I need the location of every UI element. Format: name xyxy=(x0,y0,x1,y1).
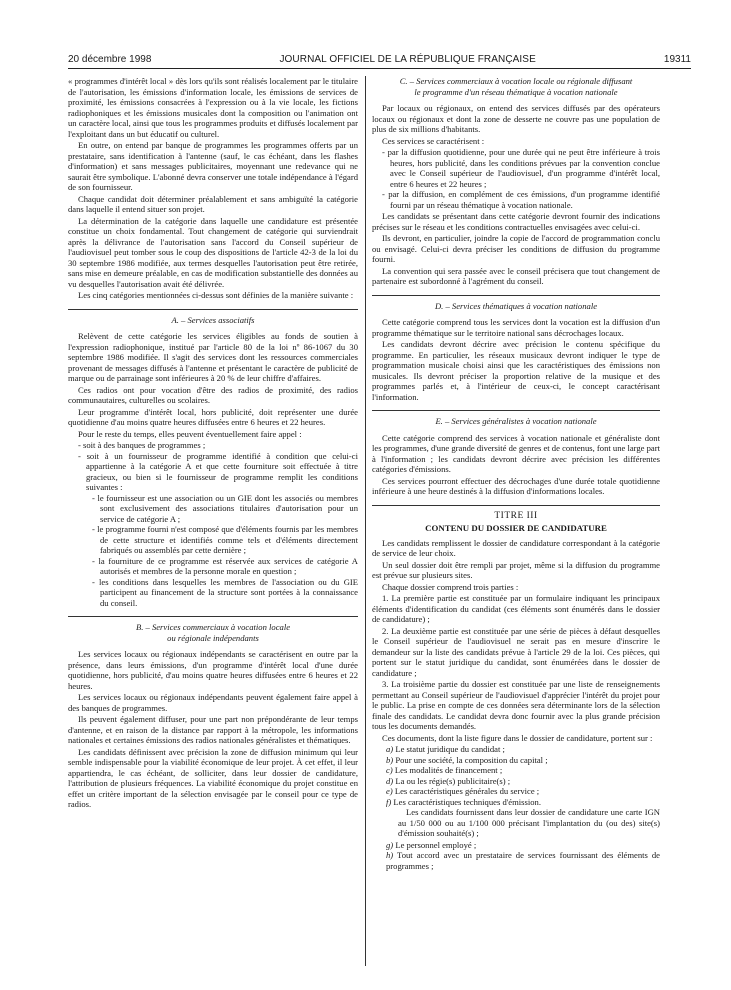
list-item xyxy=(386,840,660,851)
paragraph: Les candidats remplissent le dossier de candidature correspondant à la catégorie de service de leur choix. xyxy=(372,537,660,558)
paragraph: Cette catégorie comprend tous les services dont la vocation est la diffusion d'un programme thématique sur le territoire national sans décrochages locaux. xyxy=(372,317,660,338)
paragraph: Ils devront, en particulier, joindre la copie de l'accord de programmation conclu ou envisagé. Celui-ci devra préciser les conditions de diffusion du programme fourni. xyxy=(372,233,660,264)
section-heading-line: C. – Services commerciaux à vocation locale ou régionale diffusant xyxy=(399,76,633,86)
paragraph: Les candidats définissent avec précision la zone de diffusion minimum qui leur semble indispensable pour la viabilité économique de leur projet. À cet effet, il leur appartiendra, le cas échéant, de solliciter, dans leur dossier de candidature, l'attribution de plusieurs fréquences. La viabilité économique du projet constitue en effet un critère important de la sélection envisagée par le conseil pour ce type de radios. xyxy=(68,746,358,809)
paragraph: Les services locaux ou régionaux indépendants se caractérisent en outre par la présence, dans leurs émissions, d'un programme d'intérêt local d'une durée quotidienne, hors publicité, d'au moins quatre heures diffusées entre 6 heures et 22 heures. xyxy=(68,649,358,691)
dash-list xyxy=(68,440,358,608)
lettered-list xyxy=(372,744,660,807)
section-heading-line: le programme d'un réseau thématique à vocation nationale xyxy=(414,86,618,97)
list-item xyxy=(386,755,660,766)
paragraph: Par locaux ou régionaux, on entend des services diffusés par des opérateurs locaux ou régionaux et dont la zone de desserte ne couvre pas une population de plus de six millions d'habitants. xyxy=(372,103,660,134)
list-item: - soit à des banques de programmes ; xyxy=(78,440,358,451)
header-rule xyxy=(68,68,691,69)
subtitle-heading: CONTENU DU DOSSIER DE CANDIDATURE xyxy=(425,523,607,533)
paragraph: Pour le reste du temps, elles peuvent éventuellement faire appel : xyxy=(78,428,302,439)
item-letter: e) xyxy=(386,786,393,796)
list-item: - le fournisseur est une association ou un GIE dont les associés ou membres sont exclusivement des associations titulaires d'autorisation pour un service de catégorie A ; xyxy=(92,493,358,525)
dash-list xyxy=(372,147,660,210)
right-column xyxy=(372,76,660,871)
paragraph: 3. La troisième partie du dossier est constituée par une liste de renseignements permettant au Conseil supérieur de l'audiovisuel d'apprécier l'intérêt du projet pour le public. La prise en compte de ces données sera déterminante lors de la sélection finale des candidats. Le candidat devra donc fournir avec la plus grande précision tous les documents demandés. xyxy=(372,679,660,731)
column-divider xyxy=(365,76,366,966)
item-text: Les caractéristiques générales du service ; xyxy=(394,786,540,796)
list-item: - par la diffusion quotidienne, pour une durée qui ne peut être inférieure à trois heures, hors publicité, dans les conditions prévues par la convention conclue avec le Conseil supérieur de l'audiovisuel, d'un programme d'intérêt local, entre 6 heures et 22 heures ; xyxy=(382,147,660,189)
section-heading-c xyxy=(372,76,660,97)
title-heading: TITRE III xyxy=(372,505,660,522)
list-item xyxy=(386,776,660,787)
list-item: - le programme fourni n'est composé que d'éléments fournis par les membres de cette structure et identifiés comme tels et d'éléments directement fabriqués ou assemblés par cette dernière ; xyxy=(92,524,358,556)
paragraph: Chaque candidat doit déterminer préalablement et sans ambiguïté la catégorie dans laquelle il entend situer son projet. xyxy=(68,193,358,214)
paragraph: Un seul dossier doit être rempli par projet, même si la diffusion du programme est prévue sur plusieurs sites. xyxy=(372,559,660,580)
paragraph: Les candidats devront décrire avec précision le contenu spécifique du programme. En particulier, les réseaux musicaux devront indiquer le type de programmation musicale choisi ainsi que les caractéristiques des émissions non musicales. Ils devront préciser la proportion relative de la musique et des programmes parlés et, à l'intérieur de ceux-ci, le concept caractérisant l'information. xyxy=(372,339,660,402)
item-text: Tout accord avec un prestataire de services fournissant des éléments de programmes ; xyxy=(386,850,660,871)
item-letter: a) xyxy=(386,744,394,754)
paragraph: Cette catégorie comprend des services à vocation nationale et généraliste dont les programmes, d'une grande diversité de genres et de contenus, font une large part à l'information ; les candidats devront décrire avec précision les différentes catégories d'émissions. xyxy=(372,432,660,474)
item-letter: b) xyxy=(386,754,394,765)
paragraph: En outre, on entend par banque de programmes les programmes offerts par un prestataire, sans identification à l'antenne (sauf, le cas échéant, dans les flashes d'information) et sans messages publicitaires, moyennant une redevance qui ne saurait être symbolique. L'abonné devra conserver une totale indépendance à l'égard de son fournisseur. xyxy=(68,140,358,192)
item-text: Pour une société, la composition du capital ; xyxy=(395,754,548,765)
list-item xyxy=(386,765,660,776)
paragraph: Ces services se caractérisent : xyxy=(382,135,485,146)
list-item: - la fourniture de ce programme est réservée aux services de catégorie A autorisés et membres de la personne morale en question ; xyxy=(92,556,358,577)
paragraph: Ces documents, dont la liste figure dans le dossier de candidature, portent sur : xyxy=(382,732,653,743)
paragraph: Ces radios ont pour vocation d'être des radios de proximité, des radios communautaires, culturelles ou scolaires. xyxy=(68,384,358,405)
paragraph: Relèvent de cette catégorie les services éligibles au fonds de soutien à l'expression radiophonique, institué par l'article 80 de la loi nº 86-1067 du 30 septembre 1986 modifiée. Il s'agit des services dont les ressources commerciales provenant de messages diffusés à l'antenne et présentant le caractère de publicité de marque ou de parrainage sont inférieures à 20 % de leur chiffre d'affaires. xyxy=(68,331,358,383)
header-page-number: 19311 xyxy=(663,54,691,65)
paragraph: Les services locaux ou régionaux indépendants peuvent également faire appel à des banques de programmes. xyxy=(68,692,358,713)
item-text: La ou les régie(s) publicitaire(s) ; xyxy=(395,775,511,786)
section-heading-d: D. – Services thématiques à vocation nationale xyxy=(372,295,660,312)
paragraph: Leur programme d'intérêt local, hors publicité, doit représenter une durée quotidienne d'au moins quatre heures diffusées entre 6 heures et 22 heures. xyxy=(68,406,358,427)
item-text: Le statut juridique du candidat ; xyxy=(395,744,505,754)
item-text: Les caractéristiques techniques d'émission. xyxy=(393,796,542,807)
paragraph: Chaque dossier comprend trois parties : xyxy=(382,581,519,592)
item-letter: d) xyxy=(386,775,394,786)
list-item: - les conditions dans lesquelles les membres de l'association ou du GIE participent au financement de la structure sont portées à la connaissance du conseil. xyxy=(92,577,358,609)
list-item xyxy=(78,451,358,609)
left-column xyxy=(68,76,358,811)
item-letter: g) xyxy=(386,839,394,850)
item-letter: c) xyxy=(386,765,393,775)
paragraph: 2. La deuxième partie est constituée par une série de pièces à défaut desquelles le Conseil supérieur de l'audiovisuel ne serait pas en mesure d'inscrire le demandeur sur la liste des candidats prévue à l'article 29 de la loi. Ces pièces, qui portent sur le statut juridique du candidat, sont énumérées dans le dossier de candidature ; xyxy=(372,625,660,678)
item-text: Les modalités de financement ; xyxy=(394,765,503,775)
paragraph: Les cinq catégories mentionnées ci-dessus sont définies de la manière suivante : xyxy=(78,290,354,300)
header-title: JOURNAL OFFICIEL DE LA RÉPUBLIQUE FRANÇAISE xyxy=(279,54,536,65)
paragraph: « programmes d'intérêt local » dès lors qu'ils sont réalisés localement par le titulaire de l'autorisation, les émissions d'information locale, les émissions de services de proximité, les émissions consacrées à l'expression ou à la vie locale, les fictions radiophoniques et les émissions musicales dont la composition ou l'animation ont un caractère local, ainsi que tous les programmes produits et diffusés localement par l'exploitant dans un but éducatif ou culturel. xyxy=(68,76,358,139)
section-heading-e: E. – Services généralistes à vocation nationale xyxy=(372,410,660,427)
paragraph: Ils peuvent également diffuser, pour une part non prépondérante de leur temps d'antenne, et en raison de la distance par rapport à la métropole, les informations nationales et certaines émissions des radios nationales généralistes et thématiques. xyxy=(68,714,358,745)
header-date: 20 décembre 1998 xyxy=(68,54,152,65)
paragraph: Les candidats se présentant dans cette catégorie devront fournir des indications précises sur le réseau et les conditions contractuelles envisagées avec celui-ci. xyxy=(372,211,660,232)
item-text: Le personnel employé ; xyxy=(395,839,477,850)
list-item: - par la diffusion, en complément de ces émissions, d'un programme identifié fourni par un réseau thématique à vocation nationale. xyxy=(382,189,660,210)
note-paragraph: Les candidats fournissent dans leur dossier de candidature une carte IGN au 1/50 000 ou au 1/100 000 précisant l'implantation du (ou des) site(s) d'émission souhaité(s) ; xyxy=(398,807,660,838)
paragraph: La détermination de la catégorie dans laquelle une candidature est présentée constitue un choix fondamental. Tout changement de catégorie qui surviendrait après la délivrance de l'autorisation sans l'accord du Conseil supérieur de l'audiovisuel peut tomber sous le coup des dispositions de l'article 42-3 de la loi du 30 septembre 1986 modifiée, aux termes desquelles l'autorisation peut être retirée, sans mise en demeure préalable, en cas de modification substantielle des données au vu desquelles l'autorisation avait été délivrée. xyxy=(68,215,358,289)
section-heading-line: B. – Services commerciaux à vocation locale xyxy=(135,622,291,632)
paragraph: La convention qui sera passée avec le conseil précisera que tout changement de partenaire est subordonné à l'agrément du conseil. xyxy=(372,265,660,286)
paragraph: Ces services pourront effectuer des décrochages d'une durée totale quotidienne inférieure à une heure destinés à la diffusion d'informations locales. xyxy=(372,475,660,496)
section-heading-b xyxy=(68,616,358,643)
list-item-text: soit à un fournisseur de programme identifié à condition que celui-ci appartienne à la catégorie A et que cette fourniture soit effectuée à titre gracieux, ou bien si le fournisseur de programme remplit les conditions suivantes : xyxy=(86,450,358,492)
section-heading-line: ou régionale indépendants xyxy=(167,632,259,643)
item-letter: f) xyxy=(386,796,392,807)
lettered-list xyxy=(372,840,660,872)
page-header xyxy=(68,54,691,65)
list-item xyxy=(386,744,660,755)
sub-dash-list xyxy=(86,493,358,609)
list-item xyxy=(386,786,660,797)
item-letter: h) xyxy=(386,850,394,860)
section-heading-a: A. – Services associatifs xyxy=(68,309,358,326)
list-item xyxy=(386,850,660,871)
list-item xyxy=(386,797,660,808)
paragraph: 1. La première partie est constituée par un formulaire indiquant les principaux éléments d'identification du candidat (ces éléments sont énumérés dans le dossier de candidature) ; xyxy=(372,593,660,624)
